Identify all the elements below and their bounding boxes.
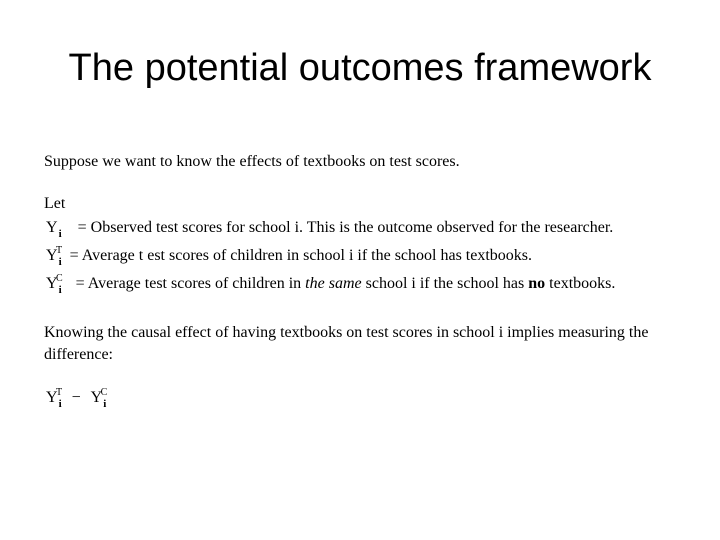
formula-minus: − (71, 389, 81, 406)
formula-y-i-c: $Y_i$ C (90, 387, 108, 410)
definition-control-text-c: textbooks. (545, 275, 616, 292)
intro-sentence: Suppose we want to know the effects of textbooks on test scores. (44, 153, 460, 170)
let-label: Let (44, 195, 66, 212)
difference-formula (46, 388, 106, 409)
y-i-symbol: $Y_i$ (46, 219, 62, 240)
definition-observed (46, 218, 613, 239)
y-i-t-symbol: $Y_i$ T (46, 245, 63, 268)
definition-control-text-b: school i if the school has (361, 275, 529, 292)
definition-control-text-a: = Average test scores of children in (75, 275, 306, 292)
causal-effect-paragraph: Knowing the causal effect of having textbooks on test scores in school i implies measuring the difference: (44, 324, 649, 363)
definition-control (46, 274, 615, 295)
definition-treated-text: = Average t est scores of children in school i if the school has textbooks. (69, 247, 533, 264)
formula-y-i-t: $Y_i$ T (46, 387, 63, 410)
definition-control-emphasis: the same (305, 275, 362, 292)
definition-observed-text: = Observed test scores for school i. This is the outcome observed for the researcher. (77, 219, 614, 236)
slide-title: The potential outcomes framework (68, 47, 652, 89)
y-i-c-symbol: $Y_i$ C (46, 273, 63, 296)
definition-control-strong: no (528, 275, 546, 292)
definition-treated (46, 246, 532, 267)
